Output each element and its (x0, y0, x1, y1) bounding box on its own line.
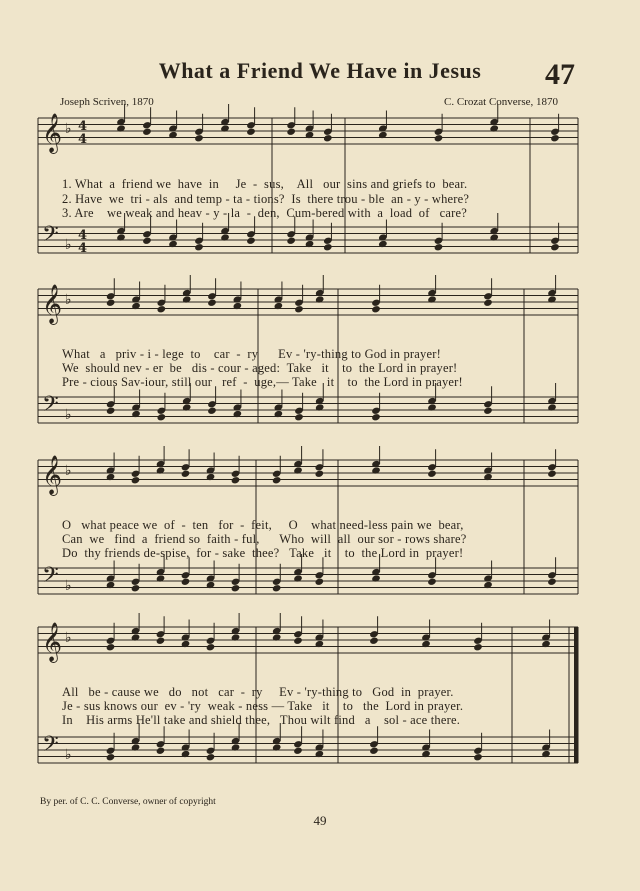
note-head (371, 413, 381, 421)
note-head (434, 243, 444, 251)
note-head (483, 299, 493, 307)
note-head (181, 578, 191, 586)
note-head (207, 299, 217, 307)
note-head (194, 134, 204, 142)
time-signature: 4 (78, 241, 88, 256)
note-head (206, 643, 216, 651)
note-head (315, 470, 325, 478)
note-head (293, 637, 303, 645)
lyric-line: Can we find a friend so faith - ful, Who will all our sor - rows share? (62, 532, 467, 546)
treble-clef: 𝄞 (42, 113, 63, 153)
flat-sign: ♭ (65, 747, 72, 763)
flat-sign: ♭ (65, 578, 72, 594)
hymn-number: 47 (545, 58, 575, 91)
note-head (194, 243, 204, 251)
lyric-line: In His arms He'll take and shield thee, Thou wilt find a sol - ace there. (62, 713, 461, 727)
note-head (157, 413, 167, 421)
note-head (207, 407, 217, 415)
lyric-line: Je - sus knows our ev - 'ry weak - ness — Take it to the Lord in prayer. (62, 699, 464, 713)
note-head (427, 470, 437, 478)
time-signature: 4 (78, 228, 88, 243)
note-head (231, 476, 241, 484)
note-head (427, 578, 437, 586)
flat-sign: ♭ (65, 121, 72, 137)
final-bar-line (574, 627, 578, 763)
lyric-line: O what peace we of - ten for - feit, O what need-less pain we bear, (62, 518, 464, 532)
lyric-line: All be - cause we do not car - ry Ev - 'ry-thing to God in prayer. (62, 685, 454, 699)
note-head (294, 305, 304, 313)
author-credit: Joseph Scriven, 1870 (60, 96, 154, 108)
treble-clef: 𝄞 (42, 455, 63, 495)
hymn-title: What a Friend We Have in Jesus (158, 58, 482, 83)
note-head (246, 237, 256, 245)
note-head (142, 128, 152, 136)
note-head (547, 578, 557, 586)
lyric-line: 1. What a friend we have in Je - sus, All our sins and griefs to bear. (62, 177, 468, 191)
note-head (206, 753, 216, 761)
note-head (157, 305, 167, 313)
note-head (369, 747, 379, 755)
note-head (156, 637, 166, 645)
note-head (294, 413, 304, 421)
note-head (156, 747, 166, 755)
note-head (483, 407, 493, 415)
lyric-line: We should nev - er be dis - cour - aged: Take it to the Lord in prayer! (62, 361, 458, 375)
flat-sign: ♭ (65, 237, 72, 253)
note-head (293, 747, 303, 755)
time-signature: 4 (78, 119, 88, 134)
flat-sign: ♭ (65, 630, 72, 646)
note-head (547, 470, 557, 478)
note-head (106, 407, 116, 415)
note-head (106, 299, 116, 307)
treble-clef: 𝄞 (42, 284, 63, 324)
flat-sign: ♭ (65, 407, 72, 423)
note-head (142, 237, 152, 245)
note-head (550, 134, 560, 142)
note-head (231, 584, 241, 592)
time-signature: 4 (78, 132, 88, 147)
note-head (323, 243, 333, 251)
lyric-line: 3. Are we weak and heav - y - la - den, Cum-bered with a load of care? (62, 206, 467, 220)
flat-sign: ♭ (65, 463, 72, 479)
flat-sign: ♭ (65, 292, 72, 308)
note-head (371, 305, 381, 313)
bass-clef: 𝄢 (42, 732, 59, 762)
note-head (131, 584, 141, 592)
lyric-line: Do thy friends de-spise, for - sake thee? Take it to the Lord in prayer! (62, 546, 464, 560)
note-head (369, 637, 379, 645)
note-head (286, 128, 296, 136)
page-number: 49 (313, 813, 327, 828)
copyright-notice: By per. of C. C. Converse, owner of copyright (40, 797, 216, 807)
lyric-line: What a priv - i - lege to car - ry Ev - 'ry-thing to God in prayer! (62, 347, 441, 361)
note-head (434, 134, 444, 142)
note-head (550, 243, 560, 251)
note-head (286, 237, 296, 245)
note-head (131, 476, 141, 484)
note-head (315, 578, 325, 586)
note-head (181, 470, 191, 478)
note-head (272, 476, 282, 484)
lyric-line: 2. Have we tri - als and temp - ta - tions? Is there trou - ble an - y - where? (62, 192, 470, 206)
bass-clef: 𝄢 (42, 563, 59, 593)
note-head (473, 753, 483, 761)
note-head (106, 643, 116, 651)
composer-credit: C. Crozat Converse, 1870 (444, 96, 558, 108)
note-head (323, 134, 333, 142)
bass-clef: 𝄢 (42, 392, 59, 422)
note-head (272, 584, 282, 592)
note-head (106, 753, 116, 761)
lyric-line: Pre - cious Sav-iour, still our ref - uge,— Take it to the Lord in prayer! (62, 375, 463, 389)
bass-clef: 𝄢 (42, 222, 59, 252)
note-head (246, 128, 256, 136)
treble-clef: 𝄞 (42, 622, 63, 662)
note-head (473, 643, 483, 651)
